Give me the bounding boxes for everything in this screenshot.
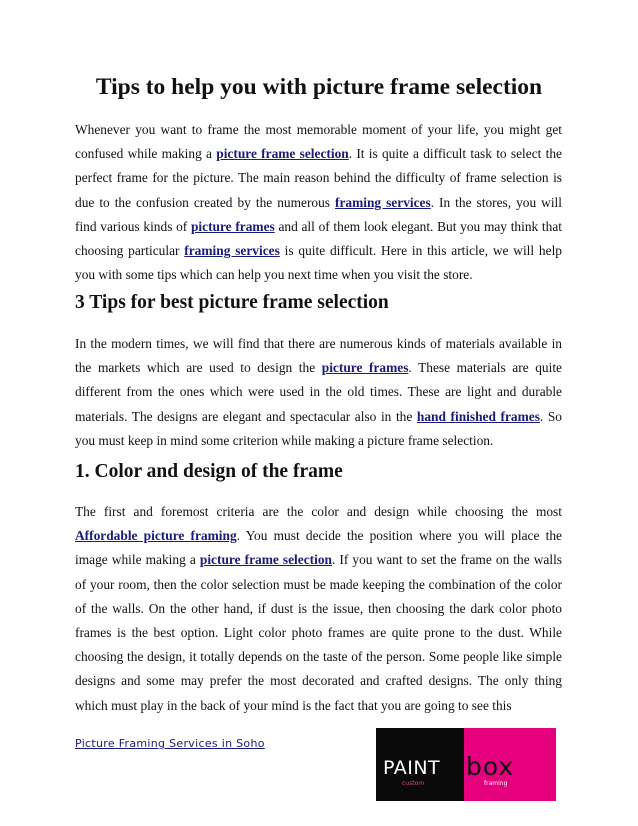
intro-text-3: . In the stores, you will find various kinds of bbox=[75, 194, 562, 234]
link-framing-services[interactable]: framing services bbox=[335, 194, 431, 210]
color-text-3: . If you want to set the frame on the walls of your room, then the color selection must be made keeping the combination of the color of the walls. On the other hand, if dust is the issue, then choosing the dark color photo frames is the best option. Light color photo frames are quite prone to the dust. While choosing the design, it totally depends on the taste of the person. Some people like simple designs and some may prefer the most decorated and crafted designs. The only thing which must play in the back of your mind is the fact that you are going to see this bbox=[75, 552, 563, 713]
tips-text-2: . These materials are quite different from the ones which were used in the old times. These are light and durable materials. The designs are elegant and spectacular also in the bbox=[75, 360, 563, 424]
logo-left-subtext: custom bbox=[402, 780, 425, 787]
link-framing-services-2[interactable]: framing services bbox=[184, 243, 280, 259]
section-heading-tips: 3 Tips for best picture frame selection bbox=[75, 292, 389, 313]
section-heading-color-design: 1. Color and design of the frame bbox=[75, 461, 343, 482]
footer-link[interactable]: Picture Framing Services in Soho bbox=[75, 737, 265, 750]
link-affordable-picture-framing[interactable]: Affordable picture framing bbox=[75, 528, 237, 544]
intro-text-5: is quite difficult. Here in this article, we will help you with some tips which can help you next time when you visit the store. bbox=[75, 243, 562, 283]
link-hand-finished-frames[interactable]: hand finished frames bbox=[416, 408, 540, 424]
paintbox-logo bbox=[376, 728, 556, 801]
logo-box-word: box bbox=[466, 752, 515, 781]
tips-text-3: . So you must keep in mind some criterion while making a picture frame selection. bbox=[75, 408, 562, 448]
color-text-1: The first and foremost criteria are the color and design while choosing the most bbox=[75, 504, 562, 519]
color-text-2: . You must decide the position where you will place the image while making a bbox=[75, 528, 562, 568]
logo-right-panel bbox=[464, 728, 556, 801]
link-picture-frames-2[interactable]: picture frames bbox=[321, 360, 409, 376]
intro-text-1: Whenever you want to frame the most memorable moment of your life, you might get confused while making a bbox=[75, 122, 562, 162]
section-color-paragraph bbox=[75, 500, 562, 718]
logo-paint-word: PAINT bbox=[383, 757, 441, 779]
logo-right-subtext: framing bbox=[484, 780, 508, 787]
logo-left-panel bbox=[376, 728, 464, 801]
intro-text-4: and all of them look elegant. But you may think that choosing particular bbox=[75, 218, 562, 259]
link-picture-frames[interactable]: picture frames bbox=[190, 218, 275, 234]
section-tips-paragraph bbox=[75, 332, 562, 453]
tips-text-1: In the modern times, we will find that there are numerous kinds of materials available in the markets which are used to design the bbox=[75, 336, 562, 376]
intro-text-2: . It is quite a difficult task to select the perfect frame for the picture. The main reason behind the difficulty of frame selection is due to the confusion created by the numerous bbox=[75, 146, 562, 210]
link-picture-frame-selection[interactable]: picture frame selection bbox=[216, 146, 349, 162]
link-picture-frame-selection-2[interactable]: picture frame selection bbox=[199, 552, 332, 568]
intro-paragraph bbox=[75, 118, 562, 287]
page-title: Tips to help you with picture frame selection bbox=[95, 74, 543, 100]
